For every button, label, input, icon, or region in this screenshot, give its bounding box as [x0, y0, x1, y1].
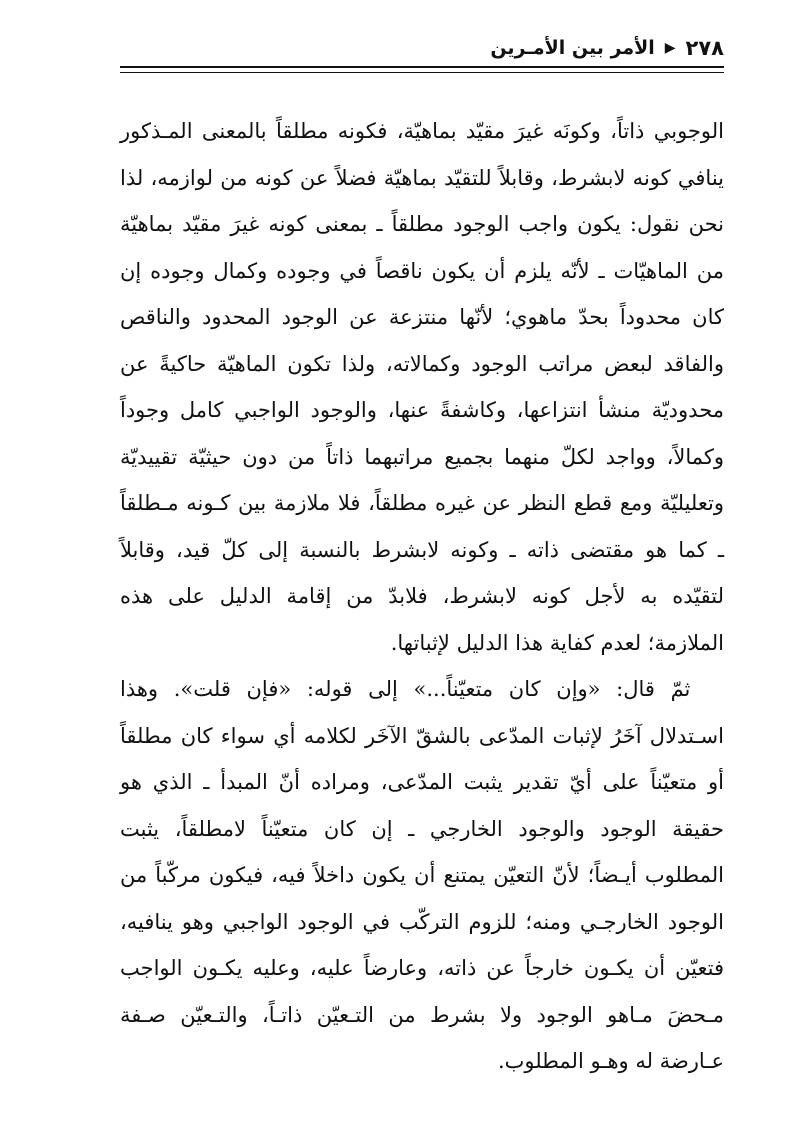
header-rule-thick: [120, 66, 724, 68]
paragraph-commentary: ثمّ قال: «وإن كان متعيّناً...» إلى قوله: «فإن قلت». وهذا اسـتدلال آخَرُ لإثبات المدّعى بالشقّ الآخَر لكلامه أي سواء كان مطلقاً أو متعيّناً على أيّ تقدير يثبت المدّعى، ومراده أنّ المبدأ ـ الذي هو حقيقة الوجود والوجود الخارجي ـ إن كان متعيّناً لامطلقاً، يثبت المطلوب أيـضاً؛ لأنّ التعيّن يمتنع أن يكون داخلاً فيه، فيكون مركّباً من الوجود الخارجـي ومنه؛ للزوم التركّب في الوجود الواجبي وهو ينافيه، فتعيّن أن يكـون خارجاً عن ذاته، وعارضاً عليه، وعليه يكـون الواجب مـحضَ مـاهو الوجود ولا بشرط من التـعيّن ذاتـاً، والتـعيّن صـفة عـارضة له وهـو المطلوب.: [120, 677, 724, 1073]
running-header: [120, 34, 724, 62]
header-title: الأمر بين الأمـرين: [490, 37, 655, 59]
body-text: [120, 108, 724, 1085]
page-number: ٢٧٨: [685, 36, 724, 60]
paragraph-continuation: الوجوبي ذاتاً، وكونَه غيرَ مقيّد بماهيّة، فكونه مطلقاً بالمعنى المـذكور ينافي كونه لابشرط، وقابلاً للتقيّد بماهيّة فضلاً عن كونه من لوازمه، لذا نحن نقول: يكون واجب الوجود مطلقاً ـ بمعنى كونه غيرَ مقيّد بماهيّة من الماهيّات ـ لأنّه يلزم أن يكون ناقصاً في وجوده وكمال وجوده إن كان محدوداً بحدّ ماهوي؛ لأنّها منتزعة عن الوجود المحدود والناقص والفاقد لبعض مراتب الوجود وكمالاته، ولذا تكون الماهيّة حاكيةً عن محدوديّة منشأ انتزاعها، وكاشفةً عنها، والوجود الواجبي كامل وجوداً وكمالاً، وواجد لكلّ منهما بجميع مراتبهما ذاتاً من دون حيثيّة تقييديّة وتعليليّة ومع قطع النظر عن غيره مطلقاً، فلا ملازمة بين كـونه مـطلقاً ـ كما هو مقتضى ذاته ـ وكونه لابشرط بالنسبة إلى كلّ قيد، وقابلاً لتقيّده به لأجل كونه لابشرط، فلابدّ من إقامة الدليل على هذه الملازمة؛ لعدم كفاية هذا الدليل لإثباتها.: [120, 119, 724, 655]
header-rule-thin: [120, 72, 724, 73]
triangle-marker-icon: ▶: [664, 40, 676, 56]
